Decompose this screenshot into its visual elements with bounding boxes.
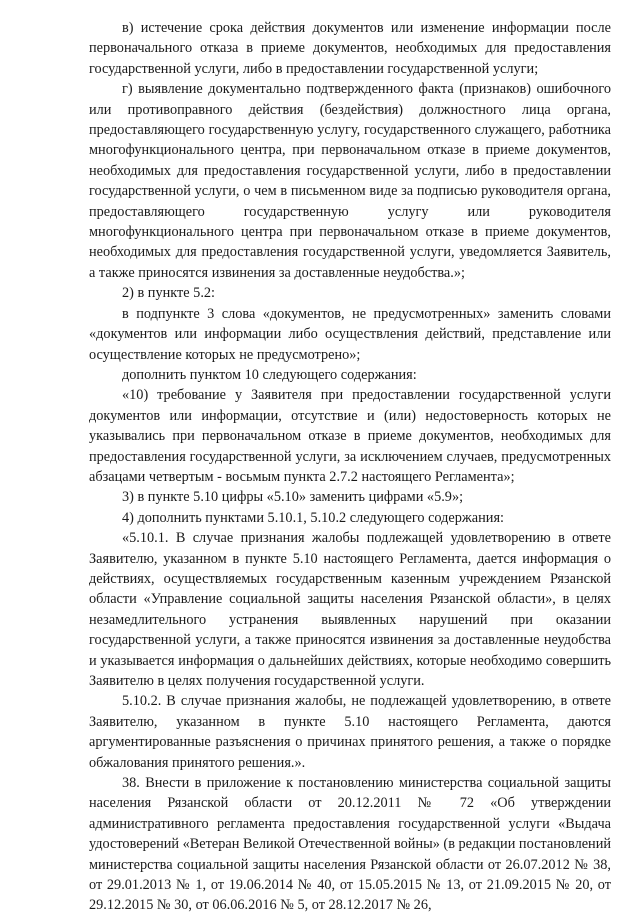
paragraph-point-5-2: 2) в пункте 5.2: <box>122 285 216 302</box>
paragraph-point-5-10: 3) в пункте 5.10 цифры «5.10» заменить цифрами «5.9»; <box>122 489 464 506</box>
paragraph-point-10-text: «10) требование у Заявителя при предоставлении государственной услуги документов или информации, отсутствие и (или) недостоверность которых не указывались при первоначальном отказе в приеме документов, необходимых для предоставления государственной услуги, за исключением случаев, предусмотренных абзацами четвертым - восьмым пункта 2.7.2 настоящего Регламента»; <box>89 387 611 485</box>
paragraph-5-10-1: «5.10.1. В случае признания жалобы подлежащей удовлетворению в ответе Заявителю, указанном в пункте 5.10 настоящего Регламента, дается информация о действиях, осуществляемых государственным казенным учреждением Рязанской области «Управление социальной защиты населения Рязанской области», в целях незамедлительного устранения выявленных нарушений при оказании государственной услуги, а также приносятся извинения за доставленные неудобства и указывается информация о дальнейших действиях, которые необходимо совершить Заявителю в целях получения государственной услуги. <box>89 530 611 689</box>
paragraph-add-point-10: дополнить пунктом 10 следующего содержания: <box>122 366 417 383</box>
paragraph-subpoint-3: в подпункте 3 слова «документов, не предусмотренных» заменить словами «документов или информации либо осуществления действий, представление или осуществление которых не предусмотрено»; <box>89 305 611 363</box>
paragraph-item-g: г) выявление документально подтвержденного факта (признаков) ошибочного или противоправного действия (бездействия) должностного лица органа, предоставляющего государственную услугу, государственного служащего, работника многофункционального центра, при первоначальном отказе в приеме документов, необходимых для предоставления государственной услуги, либо в предоставлении государственной услуги, о чем в письменном виде за подписью руководителя органа, предоставляющего государственную услугу или руководителя многофункционального центра при первоначальном отказе в приеме документов, необходимых для предоставления государственной услуги, уведомляется Заявитель, а также приносятся извинения за доставленные неудобства.»; <box>89 81 611 281</box>
paragraph-item-38: 38. Внести в приложение к постановлению министерства социальной защиты населения Рязанской области от 20.12.2011 № 72 «Об утверждении административного регламента предоставления государственной услуги «Выдача удостоверений «Ветеран Великой Отечественной войны» (в редакции постановлений министерства социальной защиты населения Рязанской области от 26.07.2012 № 38, от 29.01.2013 № 1, от 19.06.2014 № 40, от 15.05.2015 № 13, от 21.09.2015 № 20, от 29.12.2015 № 30, от 06.06.2016 № 5, от 28.12.2017 № 26, <box>89 775 611 914</box>
paragraph-add-points: 4) дополнить пунктами 5.10.1, 5.10.2 следующего содержания: <box>122 509 505 526</box>
document-body <box>89 18 611 916</box>
paragraph-5-10-2: 5.10.2. В случае признания жалобы, не подлежащей удовлетворению, в ответе Заявителю, указанном в пункте 5.10 настоящего Регламента, даются аргументированные разъяснения о причинах принятого решения, а также о порядке обжалования принятого решения.». <box>89 693 611 771</box>
paragraph-item-v: в) истечение срока действия документов или изменение информации после первоначального отказа в приеме документов, необходимых для предоставления государственной услуги, либо в предоставлении государственной услуги; <box>89 20 611 77</box>
